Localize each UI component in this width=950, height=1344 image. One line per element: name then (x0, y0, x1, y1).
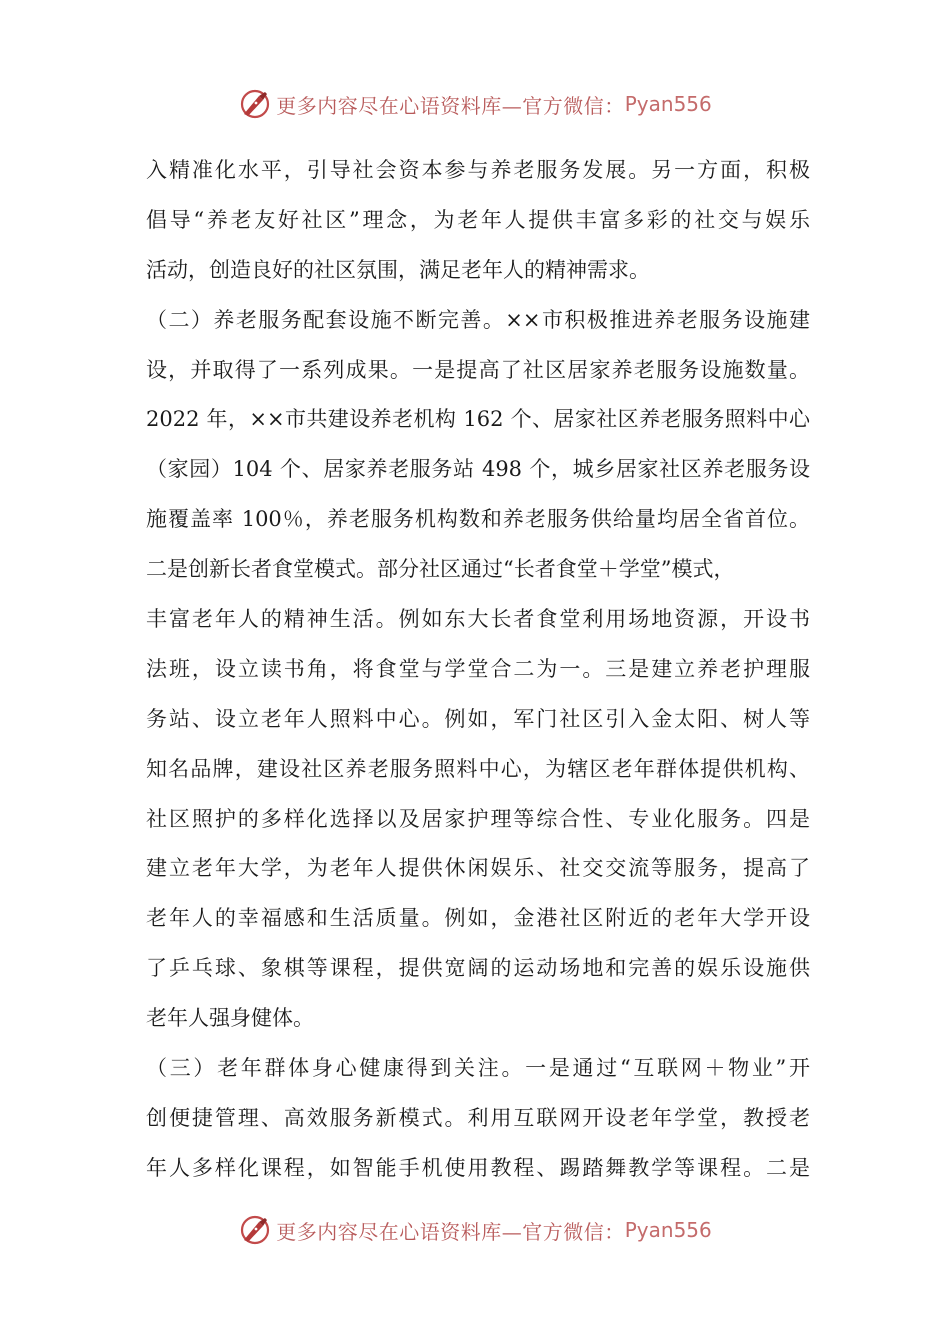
text-line: （二）养老服务配套设施不断完善。××市积极推进养老服务设施建 (146, 307, 810, 332)
pen-nib-logo-icon (238, 87, 272, 121)
text-line: 设，并取得了一系列成果。一是提高了社区居家养老服务设施数量。 (146, 357, 810, 382)
footer-banner (0, 1210, 950, 1250)
text-line: 年人多样化课程，如智能手机使用教程、踢踏舞教学等课程。二是 (146, 1155, 810, 1180)
text-line: 法班，设立读书角，将食堂与学堂合二为一。三是建立养老护理服 (146, 656, 810, 681)
text-line: 建立老年大学，为老年人提供休闲娱乐、社交交流等服务，提高了 (146, 856, 810, 881)
text-line: 施覆盖率 100％，养老服务机构数和养老服务供给量均居全省首位。 (146, 507, 810, 532)
banner-wechat-id: Pyan556 (624, 92, 712, 116)
text-line: 入精准化水平，引导社会资本参与养老服务发展。另一方面，积极 (146, 158, 810, 182)
text-line: 创便捷管理、高效服务新模式。利用互联网开设老年学堂，教授老 (146, 1105, 810, 1130)
pen-nib-logo-icon (238, 1213, 272, 1247)
banner-text: 更多内容尽在心语资料库—官方微信： (276, 93, 625, 118)
text-line: 倡导“养老友好社区”理念，为老年人提供丰富多彩的社交与娱乐 (146, 207, 810, 232)
text-line: （三）老年群体身心健康得到关注。一是通过“互联网＋物业”开 (146, 1056, 810, 1081)
text-line: 老年人强身健体。 (146, 1006, 314, 1031)
header-banner (0, 84, 950, 124)
text-line: 社区照护的多样化选择以及居家护理等综合性、专业化服务。四是 (146, 806, 810, 831)
text-line: 老年人的幸福感和生活质量。例如，金港社区附近的老年大学开设 (146, 906, 810, 931)
paragraph-1 (146, 146, 810, 296)
document-body (146, 146, 810, 1194)
text-line: 2022 年，××市共建设养老机构 162 个、居家社区养老服务照料中心 (146, 407, 810, 432)
paragraph-3 (146, 1044, 810, 1194)
paragraph-2 (146, 296, 810, 1044)
text-line: 务站、设立老年人照料中心。例如，军门社区引入金太阳、树人等 (146, 706, 810, 731)
text-line: （家园）104 个、居家养老服务站 498 个，城乡居家社区养老服务设 (146, 457, 810, 482)
text-line: 了乒乓球、象棋等课程，提供宽阔的运动场地和完善的娱乐设施供 (146, 956, 810, 981)
text-line: 二是创新长者食堂模式。部分社区通过“长者食堂＋学堂”模式， (146, 557, 735, 582)
banner-wechat-id: Pyan556 (624, 1218, 712, 1242)
text-line: 活动，创造良好的社区氛围，满足老年人的精神需求。 (146, 257, 650, 282)
banner-text: 更多内容尽在心语资料库—官方微信： (276, 1219, 625, 1244)
text-line: 丰富老年人的精神生活。例如东大长者食堂利用场地资源，开设书 (146, 607, 810, 632)
text-line: 知名品牌，建设社区养老服务照料中心，为辖区老年群体提供机构、 (146, 756, 810, 781)
